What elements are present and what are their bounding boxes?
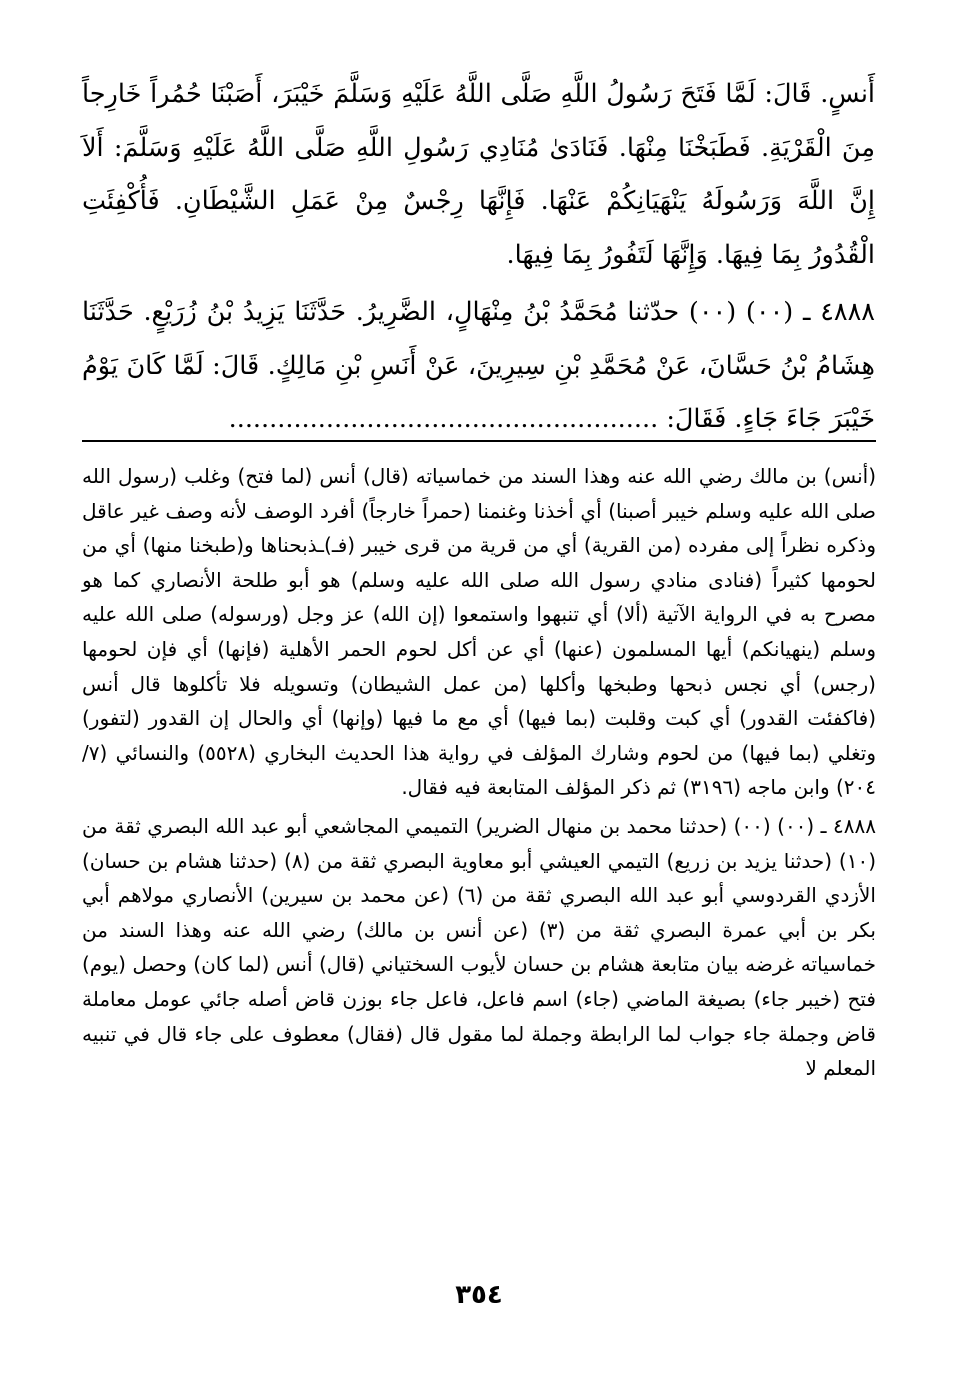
commentary-paragraph: (أنس) بن مالك رضي الله عنه وهذا السند من خماسياته (قال) أنس (لما فتح) وغلب (رسول الله صلى الله عليه وسلم خيبر أصبنا) أي أخذنا وغنمنا (حمراً خارجاً) أفرد الوصف لأنه وصف غير عاقل وذكره نظراً إلى مفرده (من القرية) أي من قرية من قرى خيبر (فـ)ـذبحناها و(طبخنا منها) أي من لحومها كثيراً (فنادى منادي رسول الله صلى الله عليه وسلم) هو أبو طلحة الأنصاري كما هو مصرح به في الرواية الآتية (ألا) أي تنبهوا واستمعوا (إن الله) عز وجل (ورسوله) صلى الله عليه وسلم (ينهيانكم) أيها المسلمون (عنها) أي عن أكل لحوم الحمر الأهلية (فإنها) أي فإن لحومها (رجس) أي نجس ذبحها وطبخها وأكلها (من عمل الشيطان) وتسويله فلا تأكلوها قال أنس (فاكفئت القدور) أي كبت وقلبت (بما فيها) أي مع ما فيها (وإنها) أي والحال إن القدور (لتفور) وتغلي (بما فيها) من لحوم وشارك المؤلف في رواية هذا الحديث البخاري (٥٥٢٨) والنسائي (٧/ ٢٠٤) وابن ماجه (٣١٩٦) ثم ذكر المؤلف المتابعة فيه فقال. bbox=[82, 464, 876, 800]
hadith-paragraph: أَنسٍ. قَالَ: لَمَّا فَتَحَ رَسُولُ اللَّهِ صَلَّى اللَّهُ عَلَيْهِ وَسَلَّمَ خَيْبَرَ، أَصَبْنَا حُمُراً خَارِجاً مِنَ الْقَرْيَةِ. فَطَبَخْنَا مِنْهَا. فَنَادَىٰ مُنَادِي رَسُولِ اللَّهِ صَلَّى اللَّهُ عَلَيْهِ وَسَلَّمَ: أَلاَ إِنَّ اللَّهَ وَرَسُولَهُ يَنْهَيَانِكُمْ عَنْهَا. فَإِنَّهَا رِجْسٌ مِنْ عَمَلِ الشَّيْطَانِ. فَأُكْفِئَتِ الْقُدُورُ بِمَا فِيهَا. وَإِنَّهَا لَتَفُورُ بِمَا فِيهَا. bbox=[82, 79, 875, 270]
hadith-paragraph: ٤٨٨٨ ـ (٠٠) (٠٠) حدّثنا مُحَمَّدُ بْنُ مِنْهَالٍ، الضَّرِيرُ. حَدَّثَنَا يَزِيدُ بْنُ زُرَيْعٍ. حَدَّثَنَا هِشَامُ بْنُ حَسَّانَ، عَنْ مُحَمَّدِ بْنِ سِيرِينَ، عَنْ أَنَسِ بْنِ مَالِكٍ. قَالَ: لَمَّا كَانَ يَوْمُ خَيْبَرَ جَاءَ جَاءٍ. فَقَالَ: ..................................................... bbox=[82, 297, 876, 434]
page-number: ٣٥٤ bbox=[455, 1280, 503, 1310]
hadith-text bbox=[82, 68, 875, 447]
footnote-divider bbox=[82, 440, 876, 442]
commentary-paragraph: ٤٨٨٨ ـ (٠٠) (٠٠) (حدثنا محمد بن منهال الضرير) التميمي المجاشعي أبو عبد الله البصري ثقة من (١٠) (حدثنا يزيد بن زريع) التيمي العيشي أبو معاوية البصري ثقة من (٨) (حدثنا هشام بن حسان) الأزدي القردوسي أبو عبد الله البصري ثقة من (٦) (عن محمد بن سيرين) الأنصاري مولاهم أبي بكر بن أبي عمرة البصري ثقة من (٣) (عن أنس بن مالك) رضي الله عنه وهذا السند من خماسياته غرضه بيان متابعة هشام بن حسان لأيوب السختياني (قال) أنس (لما كان) وحصل (يوم) فتح (خيبر جاء) بصيغة الماضي (جاء) اسم فاعل، فاعل جاء بوزن قاض أصله جائي عومل معاملة قاض وجملة جاء جواب لما الرابطة وجملة لما مقول قال (فقال) معطوف على جاء قال في تنبيه المعلم لا bbox=[82, 813, 877, 1081]
commentary-text bbox=[82, 459, 876, 1086]
